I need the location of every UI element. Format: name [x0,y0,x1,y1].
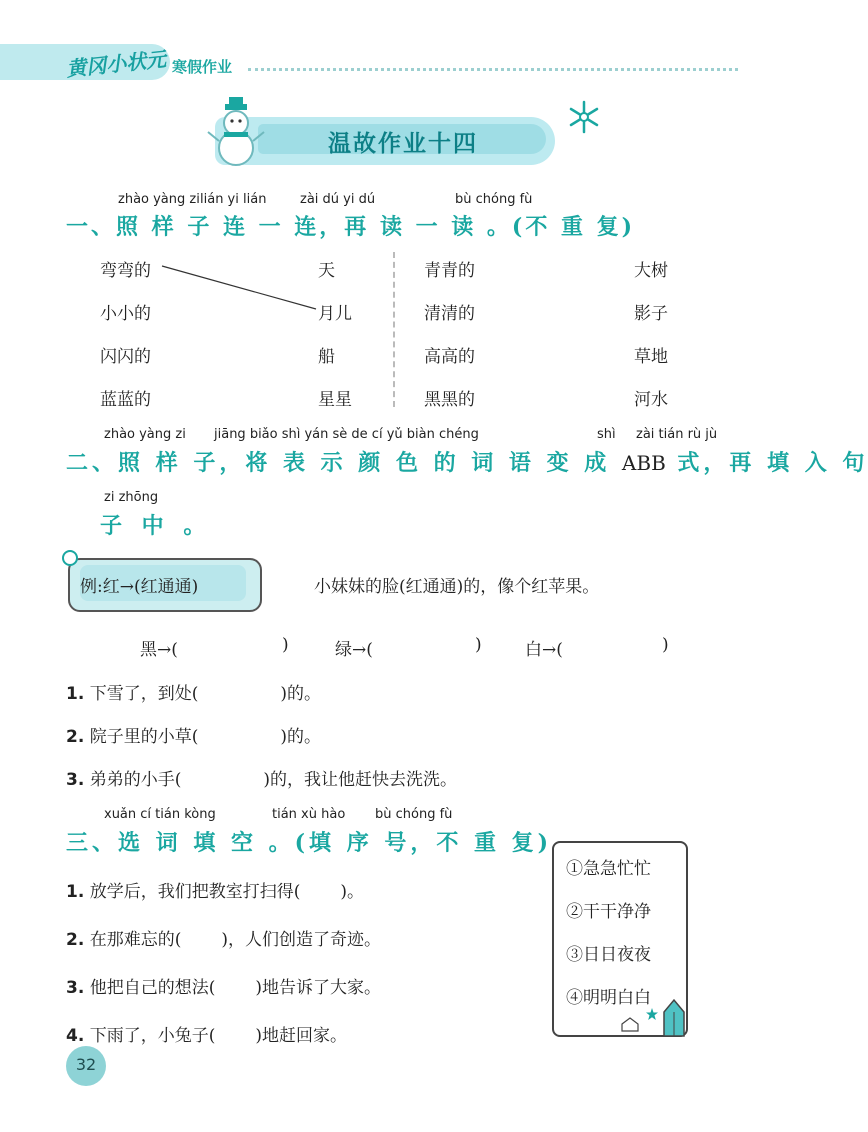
right-b-4: 河水 [634,390,668,410]
s3-item-2-a: 在那难忘的( [89,930,182,950]
s3-item-3-b: )地告诉了大家。 [255,978,381,998]
s2-item-2-b: )的。 [280,727,321,747]
pencil-icon [656,998,692,1038]
s2-item-3-a: 弟弟的小手( [89,770,182,790]
s1-pinyin-4: bù chóng fù [455,192,533,207]
section1-heading: 一、照 样 子 连 一 连，再 读 一 读 。(不 重 复) [66,214,636,240]
star-icon [646,1008,658,1020]
blank-white-close: ) [662,635,669,655]
option-4: ④明明白白 [566,988,651,1008]
s3-item-4 [66,1021,347,1046]
s1-pinyin-1: zhào yàng zi [118,192,200,207]
s2-item-3 [66,765,457,790]
s3-pinyin-3: bù chóng fù [375,807,453,822]
blank-black-close: ) [282,635,289,655]
page-number: 32 [75,1055,97,1074]
right-a-1: 天 [318,261,335,281]
s3-item-1-a: 放学后，我们把教室打扫得( [89,882,301,902]
left-a-2: 小小的 [100,304,151,324]
s3-item-3-num: 3. [66,978,85,998]
s3-item-3-a: 他把自己的想法( [89,978,216,998]
brand-logo: 黄冈小状元 [65,46,168,82]
right-b-1: 大树 [634,261,668,281]
s2-item-2-a: 院子里的小草( [89,727,199,747]
s2-pinyin-5: zi zhōng [104,490,159,505]
s2-item-2-num: 2. [66,727,85,747]
abb-label: ABB [621,451,666,475]
option-1: ①急急忙忙 [566,859,651,879]
s2-item-1 [66,679,321,704]
left-b-3: 高高的 [424,347,475,367]
s2-item-1-num: 1. [66,684,85,704]
s3-item-4-a: 下雨了，小兔子( [89,1026,216,1046]
s3-item-4-b: )地赶回家。 [255,1026,347,1046]
s3-item-2-num: 2. [66,930,85,950]
s2-item-1-b: )的。 [280,684,321,704]
s2-pinyin-3: shì [597,427,616,442]
example-connect-line [0,0,800,420]
left-b-2: 清清的 [424,304,475,324]
blank-green: 绿→( [335,640,373,660]
s2-item-3-num: 3. [66,770,85,790]
s1-pinyin-3: zài dú yi dú [300,192,376,207]
s3-item-4-num: 4. [66,1026,85,1046]
blank-green-close: ) [475,635,482,655]
page-title: 温故作业十四 [328,131,478,157]
s3-pinyin-2: tián xù hào [272,807,346,822]
flower-icon [62,550,78,566]
example-label: 例:红→(红通通) [80,577,199,597]
right-a-2: 月儿 [318,304,352,324]
section2-heading-2: 子 中 。 [100,513,212,539]
left-a-4: 蓝蓝的 [100,390,151,410]
left-a-3: 闪闪的 [100,347,151,367]
blank-black: 黑→( [140,640,178,660]
s2-item-2 [66,722,321,747]
s1-pinyin-2: lián yi lián [200,192,267,207]
option-2: ②干干净净 [566,902,651,922]
s3-item-2-b: )，人们创造了奇迹。 [221,930,381,950]
right-b-2: 影子 [634,304,668,324]
s2-pinyin-2: jiāng biǎo shì yán sè de cí yǔ biàn chéng [214,427,479,442]
s3-pinyin-1: xuǎn cí tián kòng [104,807,216,822]
section2-heading [66,446,868,477]
left-b-4: 黑黑的 [424,390,475,410]
s3-item-2 [66,925,381,950]
house-icon [620,1016,640,1032]
s3-item-1-b: )。 [340,882,364,902]
right-b-3: 草地 [634,347,668,367]
right-a-4: 星星 [318,390,352,410]
s3-item-3 [66,973,381,998]
left-a-1: 弯弯的 [100,261,151,281]
left-b-1: 青青的 [424,261,475,281]
s2-pinyin-4: zài tián rù jù [636,427,718,442]
section2-heading-a: 二、照 样 子，将 表 示 颜 色 的 词 语 变 成 [66,450,622,476]
s2-pinyin-1: zhào yàng zi [104,427,186,442]
section3-heading: 三、选 词 填 空 。(填 序 号，不 重 复) [66,830,553,856]
section2-heading-b: 式，再 填 入 句 [665,450,868,476]
blank-white: 白→( [525,640,563,660]
s3-item-1-num: 1. [66,882,85,902]
s3-item-1 [66,877,364,902]
right-a-3: 船 [318,347,335,367]
s2-item-1-a: 下雪了，到处( [89,684,199,704]
example-sentence: 小妹妹的脸(红通通)的，像个红苹果。 [314,577,600,597]
option-3: ③日日夜夜 [566,945,651,965]
header-subtitle: 寒假作业 [172,58,233,76]
s2-item-3-b: )的，我让他赶快去洗洗。 [263,770,457,790]
